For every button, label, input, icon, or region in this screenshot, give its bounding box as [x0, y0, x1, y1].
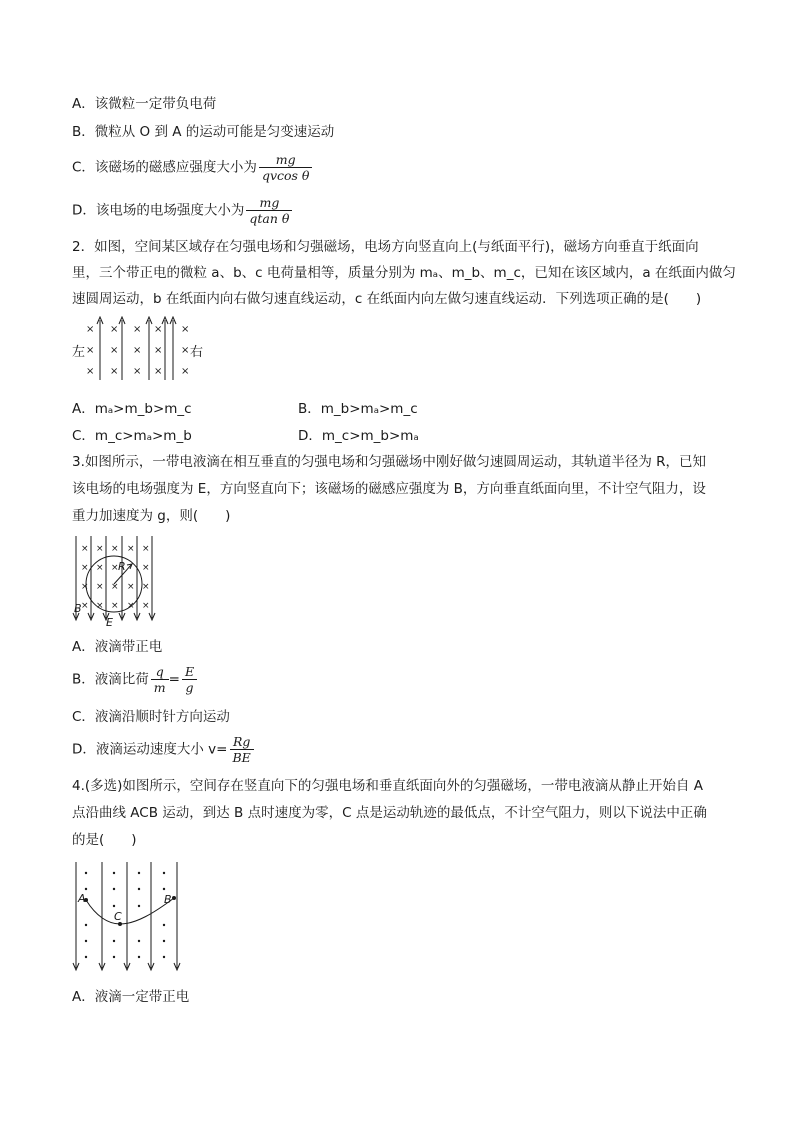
q4-stem-line-1: 4.(多选)如图所示，空间存在竖直向下的匀强电场和垂直纸面向外的匀强磁场，一带电液滴从静止开始自 A [72, 778, 703, 794]
q3-option-b-text: B．液滴比荷 [72, 671, 149, 688]
q3-option-d [72, 734, 254, 765]
label-right: 右 [190, 345, 204, 360]
svg-text:×: × [111, 563, 119, 573]
q4-option-a: A．液滴一定带正电 [72, 989, 190, 1005]
q2-option-a: A．mₐ>m_b>m_c [72, 401, 192, 417]
label-left: 左 [72, 345, 86, 360]
q2-stem-line-2: 里，三个带正电的微粒 a、b、c 电荷量相等，质量分别为 mₐ、m_b、m_c，已知在该区域内，a 在纸面内做匀 [72, 265, 736, 281]
q3-stem-line-2: 该电场的电场强度为 E，方向竖直向下；该磁场的磁感应强度为 B，方向垂直纸面向里，不计空气阻力，设 [72, 481, 706, 497]
svg-text:×: × [133, 324, 142, 335]
svg-text:×: × [142, 563, 150, 573]
label-magnetic-field: B [74, 602, 82, 615]
svg-text:×: × [154, 345, 163, 356]
fraction-numerator: E [182, 664, 197, 680]
svg-text:×: × [96, 582, 104, 592]
svg-text:×: × [181, 324, 190, 335]
svg-text:×: × [142, 544, 150, 554]
q2-field-figure [70, 316, 220, 384]
label-point-a: A [78, 892, 86, 905]
svg-text:×: × [96, 601, 104, 611]
svg-text:×: × [110, 345, 119, 356]
svg-text:×: × [110, 366, 119, 377]
q4-field-figure [70, 858, 190, 976]
q4-stem-line-2: 点沿曲线 ACB 运动，到达 B 点时速度为零，C 点是运动轨迹的最低点，不计空气阻力，则以下说法中正确 [72, 805, 707, 821]
svg-text:×: × [142, 601, 150, 611]
svg-text:×: × [154, 366, 163, 377]
q3-option-b [72, 664, 197, 695]
fraction-denominator: m [153, 680, 166, 695]
equals-sign: = [168, 671, 180, 688]
svg-text:×: × [86, 345, 95, 356]
svg-text:×: × [110, 324, 119, 335]
q3-option-b-fraction-2 [182, 664, 197, 695]
fraction-denominator: qvcos θ [261, 168, 310, 183]
q2-stem-line-3: 速圆周运动，b 在纸面内向右做匀速直线运动，c 在纸面内向左做匀速直线运动．下列选项正确的是( ) [72, 291, 702, 307]
fraction-denominator: qtan θ [249, 211, 290, 226]
q3-option-c: C．液滴沿顺时针方向运动 [72, 709, 230, 725]
q2-option-c: C．m_c>mₐ>m_b [72, 428, 192, 444]
svg-text:×: × [81, 544, 89, 554]
q3-option-b-fraction-1 [151, 664, 169, 695]
trajectory-curve [86, 898, 174, 924]
q3-field-figure [70, 532, 170, 628]
point-b [172, 896, 176, 900]
label-point-b: B [164, 893, 172, 906]
svg-text:×: × [127, 582, 135, 592]
svg-text:×: × [181, 366, 190, 377]
fraction-denominator: BE [232, 750, 251, 765]
fraction-numerator: mg [259, 152, 313, 168]
q3-option-d-text: D．液滴运动速度大小 v= [72, 741, 228, 758]
magnetic-field-crosses [86, 324, 189, 377]
svg-text:×: × [96, 544, 104, 554]
q1-option-c-fraction [259, 152, 313, 183]
svg-text:×: × [133, 366, 142, 377]
fraction-numerator: q [151, 664, 169, 680]
svg-text:×: × [127, 601, 135, 611]
q1-option-d [72, 195, 292, 226]
q4-stem-line-3: 的是( ) [72, 832, 137, 848]
q3-stem-line-1: 3.如图所示，一带电液滴在相互垂直的匀强电场和匀强磁场中刚好做匀速圆周运动，其轨道半径为 R，已知 [72, 454, 707, 470]
svg-text:×: × [127, 544, 135, 554]
svg-text:×: × [86, 366, 95, 377]
q2-stem-line-1: 2．如图，空间某区域存在匀强电场和匀强磁场，电场方向竖直向上(与纸面平行)，磁场方向垂直于纸面向 [72, 239, 699, 255]
svg-text:×: × [86, 324, 95, 335]
svg-text:×: × [81, 601, 89, 611]
q1-option-b: B．微粒从 O 到 A 的运动可能是匀变速运动 [72, 124, 335, 140]
svg-text:×: × [154, 324, 163, 335]
q1-option-a: A．该微粒一定带负电荷 [72, 96, 217, 112]
q3-stem-line-3: 重力加速度为 g，则( ) [72, 508, 231, 524]
svg-text:×: × [142, 582, 150, 592]
label-radius: R [118, 560, 126, 573]
svg-text:×: × [111, 601, 119, 611]
q3-option-a: A．液滴带正电 [72, 639, 163, 655]
svg-text:×: × [81, 582, 89, 592]
label-electric-field: E [106, 616, 113, 628]
q1-option-d-fraction [246, 195, 292, 226]
label-point-c: C [114, 910, 122, 923]
svg-text:×: × [181, 345, 190, 356]
svg-text:×: × [81, 563, 89, 573]
fraction-numerator: mg [246, 195, 292, 211]
svg-text:×: × [133, 345, 142, 356]
q1-option-d-text: D．该电场的电场强度大小为 [72, 202, 245, 219]
svg-text:×: × [96, 563, 104, 573]
fraction-denominator: g [185, 680, 194, 695]
svg-text:×: × [111, 544, 119, 554]
q1-option-c-text: C．该磁场的磁感应强度大小为 [72, 159, 257, 176]
q2-option-d: D．m_c>m_b>mₐ [298, 428, 419, 444]
q3-option-d-fraction [230, 734, 254, 765]
q2-option-b: B．m_b>mₐ>m_c [298, 401, 418, 417]
fraction-numerator: Rg [230, 734, 254, 750]
svg-text:×: × [111, 582, 119, 592]
q1-option-c [72, 152, 312, 183]
